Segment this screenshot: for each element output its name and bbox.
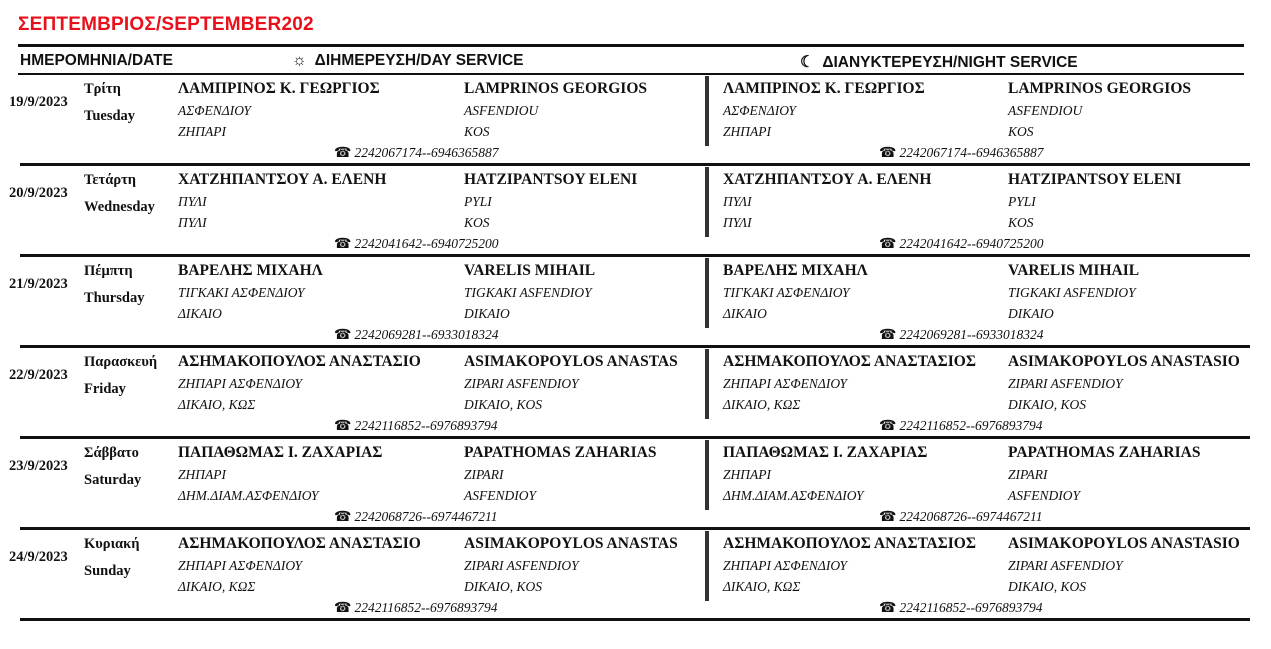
night-pharmacist-name-english: HATZIPANTSOY ELENI (1008, 171, 1182, 188)
day-pharmacist-name-greek: ΠΑΠΑΘΩΜΑΣ Ι. ΖΑΧΑΡΙΑΣ (178, 444, 383, 461)
day-pharmacist-name-english: VARELIS MIHAIL (464, 262, 596, 279)
day-address-line1-english: PYLI (464, 194, 492, 209)
night-phone (879, 327, 1043, 344)
day-address-line1-greek: ΖΗΠΑΡΙ ΑΣΦΕΝΔΙΟΥ (178, 558, 303, 573)
phone-number: 2242067174--6946365887 (354, 145, 499, 160)
day-address-line1-greek: ΖΗΠΑΡΙ ΑΣΦΕΝΔΙΟΥ (178, 376, 303, 391)
row-weekday-greek: Παρασκευή (84, 354, 158, 370)
day-address-line1-greek: ΖΗΠΑΡΙ (178, 467, 226, 482)
phone-number: 2242116852--6976893794 (354, 418, 498, 433)
row-weekday-english: Wednesday (84, 199, 155, 215)
day-pharmacist-name-greek: ΧΑΤΖΗΠΑΝΤΣΟΥ Α. ΕΛΕΝΗ (178, 171, 387, 188)
phone-icon: ☎ (879, 601, 897, 616)
night-address-line2-greek: ΔΙΚΑΙΟ, ΚΩΣ (723, 397, 801, 412)
night-pharmacist-name-greek: ΒΑΡΕΛΗΣ ΜΙΧΑΗΛ (723, 262, 868, 279)
night-pharmacist-name-english: PAPATHOMAS ZAHARIAS (1008, 444, 1201, 461)
header-night-label: ΔΙΑΝΥΚΤΕΡΕΥΣΗ/NIGHT SERVICE (822, 54, 1078, 71)
row-weekday-english: Tuesday (84, 108, 136, 124)
night-address-line1-english: ZIPARI (1008, 467, 1048, 482)
table-row (0, 537, 1271, 628)
day-address-line2-greek: ΔΙΚΑΙΟ (178, 306, 222, 321)
column-divider (705, 349, 709, 419)
day-phone (334, 418, 497, 435)
day-pharmacist-name-english: PAPATHOMAS ZAHARIAS (464, 444, 657, 461)
day-address-line2-english: DIKAIO, KOS (464, 579, 542, 594)
day-address-line2-greek: ΔΙΚΑΙΟ, ΚΩΣ (178, 579, 256, 594)
day-address-line2-greek: ΔΗΜ.ΔΙΑΜ.ΑΣΦΕΝΔΙΟΥ (178, 488, 319, 503)
phone-number: 2242068726--6974467211 (899, 509, 1043, 524)
day-address-line1-english: ASFENDIOU (464, 103, 539, 118)
header-day-service (292, 52, 523, 70)
table-row (0, 82, 1271, 173)
phone-number: 2242069281--6933018324 (899, 327, 1044, 342)
day-address-line1-english: ZIPARI ASFENDIOY (464, 558, 579, 573)
night-address-line2-greek: ΔΙΚΑΙΟ, ΚΩΣ (723, 579, 801, 594)
phone-icon: ☎ (879, 146, 897, 161)
day-pharmacist-name-english: LAMPRINOS GEORGIOS (464, 80, 648, 97)
row-separator (20, 527, 1250, 530)
night-address-line1-greek: ΠΥΛΙ (723, 194, 752, 209)
phone-icon: ☎ (334, 419, 352, 434)
phone-number: 2242041642--6940725200 (899, 236, 1044, 251)
phone-number: 2242041642--6940725200 (354, 236, 499, 251)
night-address-line1-english: ZIPARI ASFENDIOY (1008, 376, 1123, 391)
night-pharmacist-name-greek: ΑΣΗΜΑΚΟΠΟΥΛΟΣ ΑΝΑΣΤΑΣΙΟΣ (723, 535, 977, 552)
phone-icon: ☎ (334, 237, 352, 252)
table-row (0, 355, 1271, 446)
day-address-line1-english: ZIPARI ASFENDIOY (464, 376, 579, 391)
row-weekday-english: Sunday (84, 563, 131, 579)
night-address-line2-greek: ΖΗΠΑΡΙ (723, 124, 771, 139)
day-address-line1-english: TIGKAKI ASFENDIOY (464, 285, 592, 300)
day-pharmacist-name-english: ASIMAKOPOYLOS ANASTAS (464, 353, 678, 370)
night-address-line2-english: KOS (1008, 215, 1034, 230)
row-weekday-english: Thursday (84, 290, 145, 306)
phone-icon: ☎ (879, 419, 897, 434)
night-phone (879, 509, 1042, 526)
night-address-line2-english: DIKAIO, KOS (1008, 579, 1086, 594)
day-address-line2-english: KOS (464, 124, 490, 139)
night-address-line1-english: ASFENDIOU (1008, 103, 1083, 118)
day-address-line2-english: ASFENDIOY (464, 488, 536, 503)
day-pharmacist-name-greek: ΑΣΗΜΑΚΟΠΟΥΛΟΣ ΑΝΑΣΤΑΣΙΟ (178, 353, 421, 370)
table-row (0, 446, 1271, 537)
day-phone (334, 509, 497, 526)
row-date: 22/9/2023 (9, 367, 68, 383)
row-separator (20, 163, 1250, 166)
phone-icon: ☎ (334, 601, 352, 616)
row-date: 19/9/2023 (9, 94, 68, 110)
day-phone (334, 236, 498, 253)
row-date: 20/9/2023 (9, 185, 68, 201)
day-phone (334, 327, 498, 344)
column-divider (705, 76, 709, 146)
header-night-service (800, 52, 1078, 72)
phone-icon: ☎ (334, 328, 352, 343)
night-pharmacist-name-greek: ΧΑΤΖΗΠΑΝΤΣΟΥ Α. ΕΛΕΝΗ (723, 171, 932, 188)
day-pharmacist-name-greek: ΛΑΜΠΡΙΝΟΣ Κ. ΓΕΩΡΓΙΟΣ (178, 80, 380, 97)
phone-icon: ☎ (334, 510, 352, 525)
phone-number: 2242116852--6976893794 (899, 600, 1043, 615)
night-phone (879, 418, 1042, 435)
day-address-line2-greek: ΔΙΚΑΙΟ, ΚΩΣ (178, 397, 256, 412)
phone-number: 2242067174--6946365887 (899, 145, 1044, 160)
night-address-line1-greek: ΑΣΦΕΝΔΙΟΥ (723, 103, 796, 118)
phone-icon: ☎ (879, 510, 897, 525)
night-address-line2-english: DIKAIO, KOS (1008, 397, 1086, 412)
day-phone (334, 145, 498, 162)
sun-icon: ☼ (292, 52, 307, 69)
row-weekday-greek: Κυριακή (84, 536, 140, 552)
row-separator (20, 436, 1250, 439)
row-date: 24/9/2023 (9, 549, 68, 565)
header-divider-bottom (18, 73, 1244, 75)
phone-number: 2242069281--6933018324 (354, 327, 499, 342)
column-divider (705, 531, 709, 601)
night-address-line2-greek: ΠΥΛΙ (723, 215, 752, 230)
phone-icon: ☎ (334, 146, 352, 161)
header-day-label: ΔΙΗΜΕΡΕΥΣΗ/DAY SERVICE (314, 52, 524, 69)
row-date: 21/9/2023 (9, 276, 68, 292)
day-address-line1-greek: ΤΙΓΚΑΚΙ ΑΣΦΕΝΔΙΟΥ (178, 285, 305, 300)
night-pharmacist-name-english: ASIMAKOPOYLOS ANASTASIO (1008, 535, 1240, 552)
night-address-line1-english: TIGKAKI ASFENDIOY (1008, 285, 1136, 300)
night-address-line2-english: KOS (1008, 124, 1034, 139)
phone-icon: ☎ (879, 237, 897, 252)
day-address-line2-english: KOS (464, 215, 490, 230)
day-address-line2-english: DIKAIO (464, 306, 510, 321)
night-address-line2-english: ASFENDIOY (1008, 488, 1080, 503)
day-address-line1-english: ZIPARI (464, 467, 504, 482)
night-address-line2-greek: ΔΙΚΑΙΟ (723, 306, 767, 321)
day-pharmacist-name-greek: ΑΣΗΜΑΚΟΠΟΥΛΟΣ ΑΝΑΣΤΑΣΙΟ (178, 535, 421, 552)
night-pharmacist-name-english: ASIMAKOPOYLOS ANASTASIO (1008, 353, 1240, 370)
header-date: ΗΜΕΡΟΜΗΝΙΑ/DATE (20, 52, 173, 69)
night-pharmacist-name-greek: ΠΑΠΑΘΩΜΑΣ Ι. ΖΑΧΑΡΙΑΣ (723, 444, 928, 461)
day-address-line1-greek: ΑΣΦΕΝΔΙΟΥ (178, 103, 251, 118)
night-address-line1-greek: ΖΗΠΑΡΙ ΑΣΦΕΝΔΙΟΥ (723, 376, 848, 391)
row-weekday-english: Friday (84, 381, 126, 397)
phone-number: 2242116852--6976893794 (899, 418, 1043, 433)
row-weekday-greek: Σάββατο (84, 445, 139, 461)
day-address-line1-greek: ΠΥΛΙ (178, 194, 207, 209)
day-address-line2-greek: ΠΥΛΙ (178, 215, 207, 230)
night-address-line1-greek: ΤΙΓΚΑΚΙ ΑΣΦΕΝΔΙΟΥ (723, 285, 850, 300)
phone-icon: ☎ (879, 328, 897, 343)
day-pharmacist-name-english: ASIMAKOPOYLOS ANASTAS (464, 535, 678, 552)
day-address-line2-english: DIKAIO, KOS (464, 397, 542, 412)
page-title: ΣΕΠΤΕΜΒΡΙΟΣ/SEPTEMBER202 (18, 14, 314, 35)
night-address-line1-english: ZIPARI ASFENDIOY (1008, 558, 1123, 573)
night-address-line2-greek: ΔΗΜ.ΔΙΑΜ.ΑΣΦΕΝΔΙΟΥ (723, 488, 864, 503)
day-address-line2-greek: ΖΗΠΑΡΙ (178, 124, 226, 139)
night-address-line1-greek: ΖΗΠΑΡΙ ΑΣΦΕΝΔΙΟΥ (723, 558, 848, 573)
row-weekday-greek: Τετάρτη (84, 172, 137, 188)
table-row (0, 264, 1271, 355)
row-weekday-greek: Τρίτη (84, 81, 121, 97)
day-phone (334, 600, 497, 617)
night-address-line2-english: DIKAIO (1008, 306, 1054, 321)
column-divider (705, 167, 709, 237)
night-address-line1-greek: ΖΗΠΑΡΙ (723, 467, 771, 482)
row-weekday-greek: Πέμπτη (84, 263, 133, 279)
row-date: 23/9/2023 (9, 458, 68, 474)
row-weekday-english: Saturday (84, 472, 142, 488)
night-pharmacist-name-greek: ΑΣΗΜΑΚΟΠΟΥΛΟΣ ΑΝΑΣΤΑΣΙΟΣ (723, 353, 977, 370)
day-pharmacist-name-greek: ΒΑΡΕΛΗΣ ΜΙΧΑΗΛ (178, 262, 323, 279)
phone-number: 2242116852--6976893794 (354, 600, 498, 615)
night-phone (879, 145, 1043, 162)
header-divider-top (18, 44, 1244, 47)
phone-number: 2242068726--6974467211 (354, 509, 498, 524)
column-divider (705, 258, 709, 328)
night-address-line1-english: PYLI (1008, 194, 1036, 209)
night-phone (879, 236, 1043, 253)
row-separator (20, 345, 1250, 348)
row-separator (20, 254, 1250, 257)
moon-icon: ☾ (800, 54, 815, 71)
column-divider (705, 440, 709, 510)
night-pharmacist-name-english: VARELIS MIHAIL (1008, 262, 1140, 279)
night-pharmacist-name-greek: ΛΑΜΠΡΙΝΟΣ Κ. ΓΕΩΡΓΙΟΣ (723, 80, 925, 97)
table-row (0, 173, 1271, 264)
row-separator (20, 618, 1250, 621)
night-pharmacist-name-english: LAMPRINOS GEORGIOS (1008, 80, 1192, 97)
night-phone (879, 600, 1042, 617)
day-pharmacist-name-english: HATZIPANTSOY ELENI (464, 171, 638, 188)
